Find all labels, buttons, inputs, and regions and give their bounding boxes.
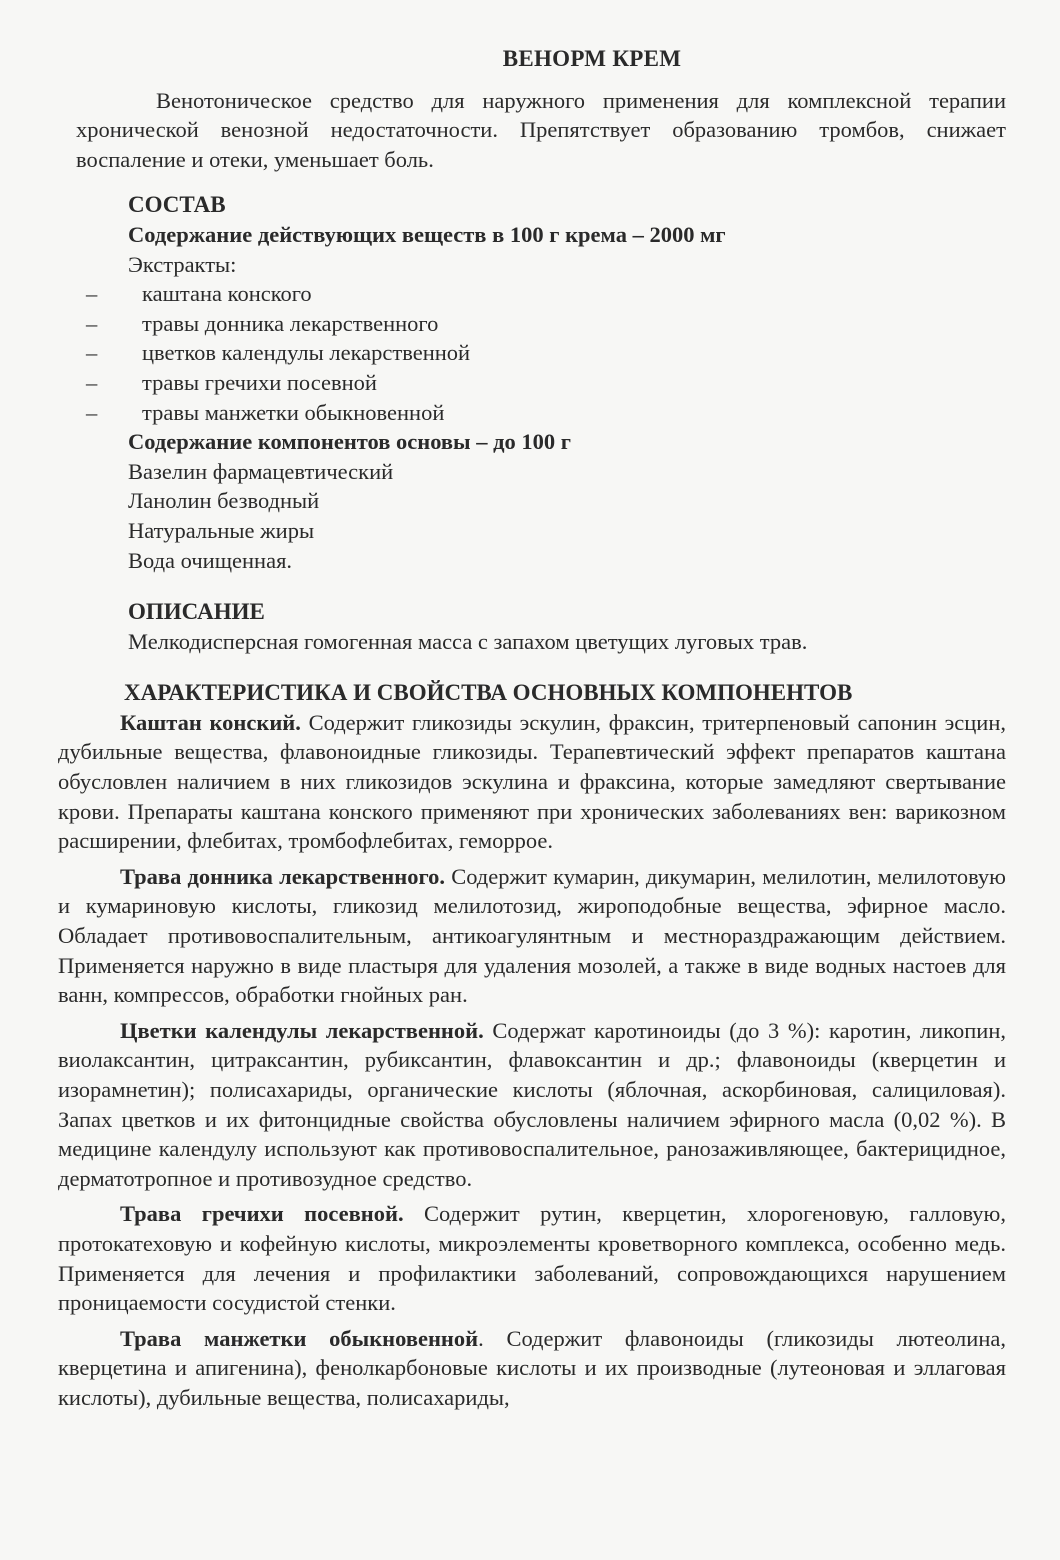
document-page xyxy=(58,44,1006,1419)
extracts-list xyxy=(70,279,1006,427)
dash-marker: – xyxy=(86,340,98,366)
component-paragraph xyxy=(58,1324,1006,1413)
list-item xyxy=(70,279,1006,309)
base-components-heading: Содержание компонентов основы – до 100 г xyxy=(128,429,571,455)
characteristics-heading: ХАРАКТЕРИСТИКА И СВОЙСТВА ОСНОВНЫХ КОМПОНЕНТОВ xyxy=(124,680,853,706)
component-paragraph xyxy=(58,862,1006,1010)
component-name: Трава гречихи посевной. xyxy=(120,1201,404,1227)
dash-marker: – xyxy=(86,281,98,307)
extract-item: каштана конского xyxy=(142,281,312,307)
component-text: . Содержит флавоноиды (гликозиды лютеолина, кверцетина и апигенина), фенолкарбоновые кислоты и их производные (лутеоновая и эллаговая кислоты), дубильные вещества, полисахариды, xyxy=(58,1325,1006,1410)
list-item xyxy=(70,338,1006,368)
component-paragraph xyxy=(58,1199,1006,1317)
component-name: Каштан конский. xyxy=(120,709,301,735)
component-paragraph xyxy=(58,708,1006,856)
component-name: Трава донника лекарственного. xyxy=(120,863,445,889)
extract-item: травы гречихи посевной xyxy=(142,369,377,395)
intro-paragraph: Венотоническое средство для наружного применения для комплексной терапии хронической венозной недостаточности. Препятствует образованию тромбов, снижает воспаление и отеки, уменьшает боль. xyxy=(76,87,1006,172)
list-item xyxy=(70,309,1006,339)
dash-marker: – xyxy=(86,399,98,425)
extract-item: травы донника лекарственного xyxy=(142,310,439,336)
base-item: Натуральные жиры xyxy=(128,517,315,543)
list-item xyxy=(70,398,1006,428)
component-text: Содержит кумарин, дикумарин, мелилотин, мелилотовую и кумариновую кислоты, гликозид мелилотозид, жироподобные вещества, эфирное масло. Обладает противовоспалительным, антикоагулянтным и местнораздражающим действием. Применяется наружно в виде пластыря для удаления мозолей, а также в виде водных настоев для ванн, компрессов, обработки гнойных ран. xyxy=(58,863,1006,1008)
component-text: Содержит рутин, кверцетин, хлорогеновую, галловую, протокатеховую и кофейную кислоты, микроэлементы кроветворного комплекса, особенно медь. Применяется для лечения и профилактики заболеваний, сопровождающихся нарушением проницаемости сосудистой стенки. xyxy=(58,1201,1006,1316)
component-paragraph xyxy=(58,1016,1006,1194)
composition-heading: СОСТАВ xyxy=(128,192,226,218)
description-section xyxy=(128,597,1006,656)
extract-item: травы манжетки обыкновенной xyxy=(142,399,445,425)
extracts-label: Экстракты: xyxy=(128,251,237,277)
extract-item: цветков календулы лекарственной xyxy=(142,340,471,366)
base-item: Вазелин фармацевтический xyxy=(128,458,394,484)
composition-section xyxy=(86,190,1006,575)
base-item: Ланолин безводный xyxy=(128,488,320,514)
characteristics-section xyxy=(58,678,1006,1412)
document-title: ВЕНОРМ КРЕМ xyxy=(502,46,682,71)
list-item xyxy=(70,368,1006,398)
active-substances-heading: Содержание действующих веществ в 100 г крема – 2000 мг xyxy=(128,221,726,247)
component-name: Цветки календулы лекарственной. xyxy=(120,1017,484,1043)
description-heading: ОПИСАНИЕ xyxy=(128,599,265,625)
component-text: Содержат каротиноиды (до 3 %): каротин, ликопин, виолаксантин, цитраксантин, рубиксантин, флавоксантин и др.; флавоноиды (кверцетин и изорамнетин); полисахариды, органические кислоты (яблочная, аскорбиновая, салициловая). Запах цветков и их фитонцидные свойства обусловлены наличием эфирного масла (0,02 %). В медицине календулу используют как противовоспалительное, ранозаживляющее, бактерицидное, дерматотропное и противозудное средство. xyxy=(58,1017,1007,1191)
dash-marker: – xyxy=(86,310,98,336)
dash-marker: – xyxy=(86,369,98,395)
component-text: Содержит гликозиды эскулин, фраксин, тритерпеновый сапонин эсцин, дубильные вещества, флавоноидные гликозиды. Терапевтический эффект препаратов каштана обусловлен наличием в них гликозидов эскулина и фраксина, которые замедляют свертывание крови. Препараты каштана конского применяют при хронических заболеваниях вен: варикозном расширении, флебитах, тромбофлебитах, геморрое. xyxy=(58,709,1006,854)
base-item: Вода очищенная. xyxy=(128,547,293,573)
description-text: Мелкодисперсная гомогенная масса с запахом цветущих луговых трав. xyxy=(128,628,808,654)
component-name: Трава манжетки обыкновенной xyxy=(120,1325,479,1351)
